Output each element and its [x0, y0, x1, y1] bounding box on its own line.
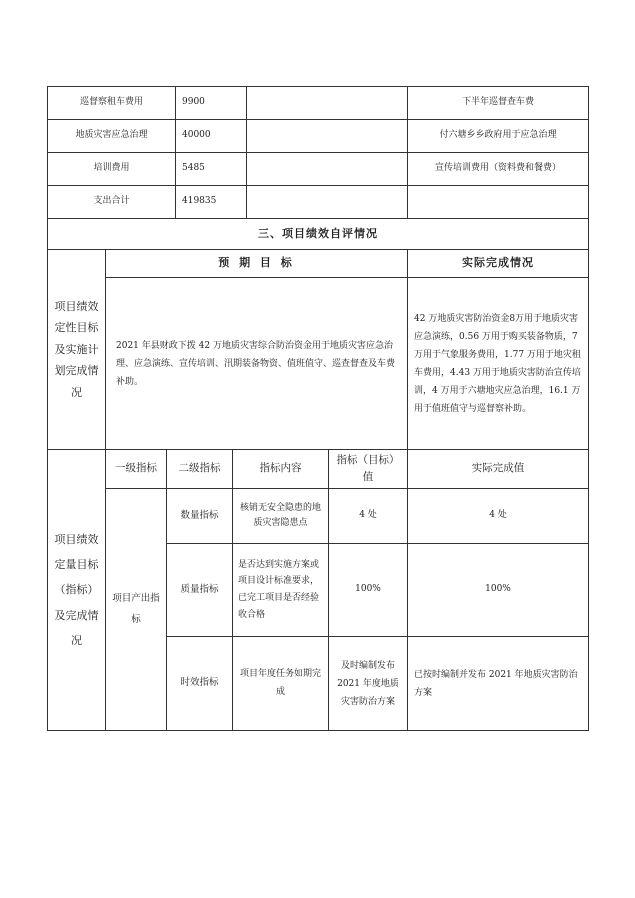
- level2-indicator: 数量指标: [180, 509, 219, 521]
- actual-completion-header: 实际完成情况: [462, 256, 534, 270]
- expected-goal-text: 2021 年县财政下拨 42 万地质灾害综合防治资金用于地质灾害应急治理、应急演练、宣传培训、汛期装备物资、值班值守、巡查督查及车费补助。: [116, 340, 396, 387]
- indicator-content: 核销无安全隐患的地质灾害隐患点: [239, 502, 321, 528]
- indicator-content-header: 指标内容: [259, 462, 302, 475]
- expense-note: 下半年巡督查车费: [461, 97, 534, 108]
- indicator-actual: 已按时编制并发布 2021 年地质灾害防治方案: [414, 669, 578, 698]
- expense-note: 宣传培训费用（资料费和餐费）: [434, 163, 561, 174]
- level1-indicator-header: 一级指标: [115, 462, 157, 475]
- expense-amount: 40000: [182, 130, 211, 141]
- level2-indicator: 质量指标: [180, 583, 219, 595]
- indicator-content: 项目年度任务如期完成: [239, 669, 321, 697]
- expense-item: 地质灾害应急治理: [75, 130, 148, 141]
- indicator-target: 4 处: [359, 510, 377, 521]
- indicator-target: 100%: [355, 584, 381, 595]
- qualitative-side-label: 项目绩效定性目标及实施计划完成情况: [54, 299, 99, 399]
- expense-total-amount: 419835: [182, 196, 217, 207]
- actual-value-header: 实际完成值: [471, 462, 525, 475]
- level2-indicator-header: 二级指标: [178, 462, 221, 475]
- quantitative-side-label: 项目绩效定量目标（指标）及完成情况: [54, 532, 99, 647]
- expense-amount: 9900: [182, 97, 205, 108]
- expense-amount: 5485: [182, 163, 205, 174]
- indicator-content: 是否达到实施方案或项目设计标准要求，已完工项目是否经验收合格: [238, 559, 320, 620]
- expense-note: 付六塘乡乡政府用于应急治理: [439, 130, 557, 141]
- indicator-target-header: 指标（目标）值: [336, 454, 400, 483]
- expected-goal-header: 预 期 目 标: [218, 256, 295, 270]
- expense-item: 培训费用: [93, 163, 130, 174]
- expense-item: 巡督察租车费用: [79, 97, 143, 108]
- actual-completion-text: 42 万地质灾害防治资金8万用于地质灾害应急演练，0.56 万用于购买装备物质，7万用于气象服务费用，1.77 万用于地灾租车费用，4.43 万用于地质灾害防治宣传培训，4 万用于六塘地灾应急治理，16.1 万用于值班值守与巡督察补助。: [414, 313, 581, 414]
- section-title: 三、项目绩效自评情况: [258, 226, 378, 240]
- indicator-actual: 100%: [485, 584, 511, 595]
- level2-indicator: 时效指标: [180, 677, 219, 689]
- expense-total-label: 支出合计: [93, 196, 130, 207]
- level1-indicator-value: 项目产出指标: [112, 592, 160, 625]
- indicator-actual: 4 处: [489, 510, 507, 521]
- indicator-target: 及时编制发布 2021 年度地质灾害防治方案: [337, 660, 399, 707]
- expense-note: [408, 186, 588, 218]
